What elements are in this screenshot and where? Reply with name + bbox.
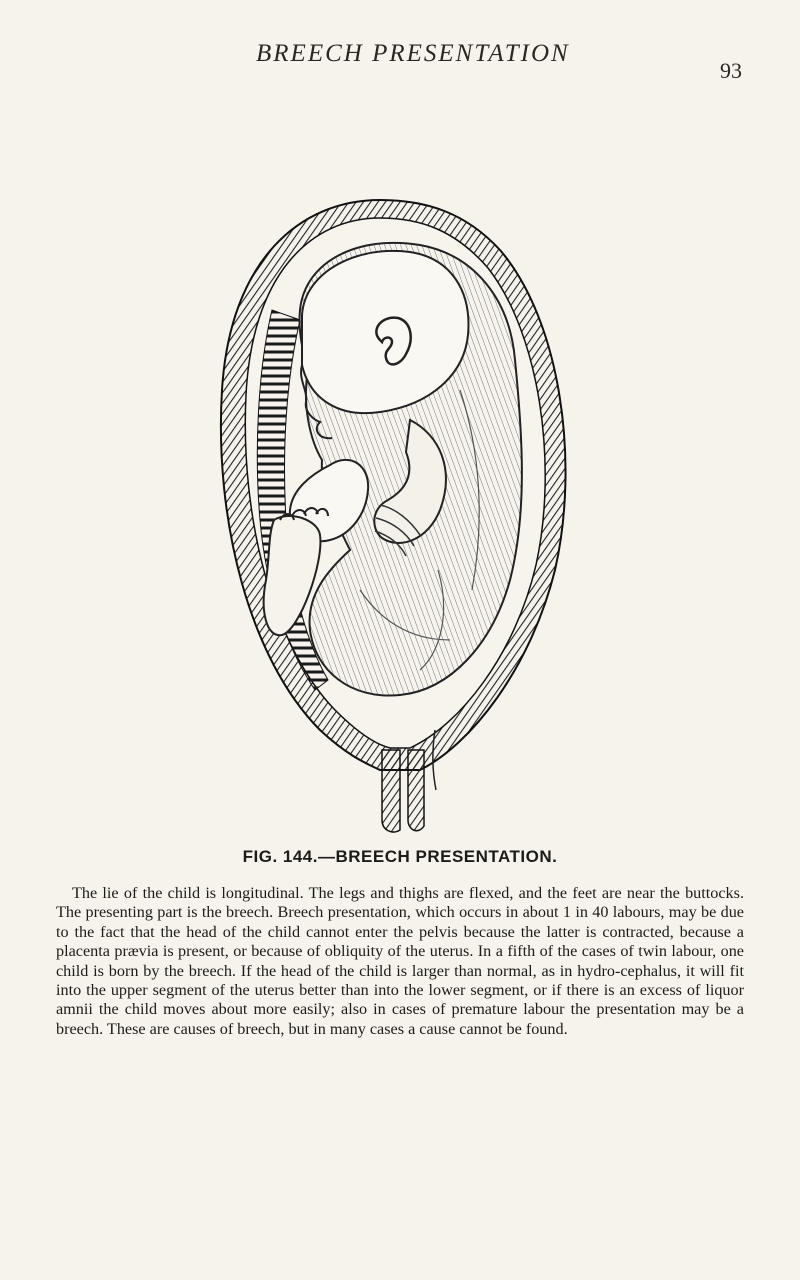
body-paragraph: The lie of the child is longitudinal. The legs and thighs are flexed, and the feet are near the buttocks. The presenting part is the breech. Breech presentation, which occurs in about 1 in 40 labours, may be due to the fact that the head of the child cannot enter the pelvis because the latter is contracted, because a placenta prævia is present, or because of obliquity of the uterus. In a fifth of the cases of twin labour, one child is born by the breech. If the head of the child is larger than normal, as in hydro-cephalus, it will fit into the upper segment of the uterus better than into the lower segment, or if there is an excess of liquor amnii the child moves about more easily; also in cases of premature labour the presentation may be a breech. These are causes of breech, but in many cases a cause cannot be found. xyxy=(56,884,744,1038)
breech-presentation-illustration xyxy=(210,190,590,840)
running-head: BREECH PRESENTATION xyxy=(256,40,570,67)
page-number: 93 xyxy=(720,58,742,83)
figure-caption: FIG. 144.—BREECH PRESENTATION. xyxy=(242,847,558,866)
